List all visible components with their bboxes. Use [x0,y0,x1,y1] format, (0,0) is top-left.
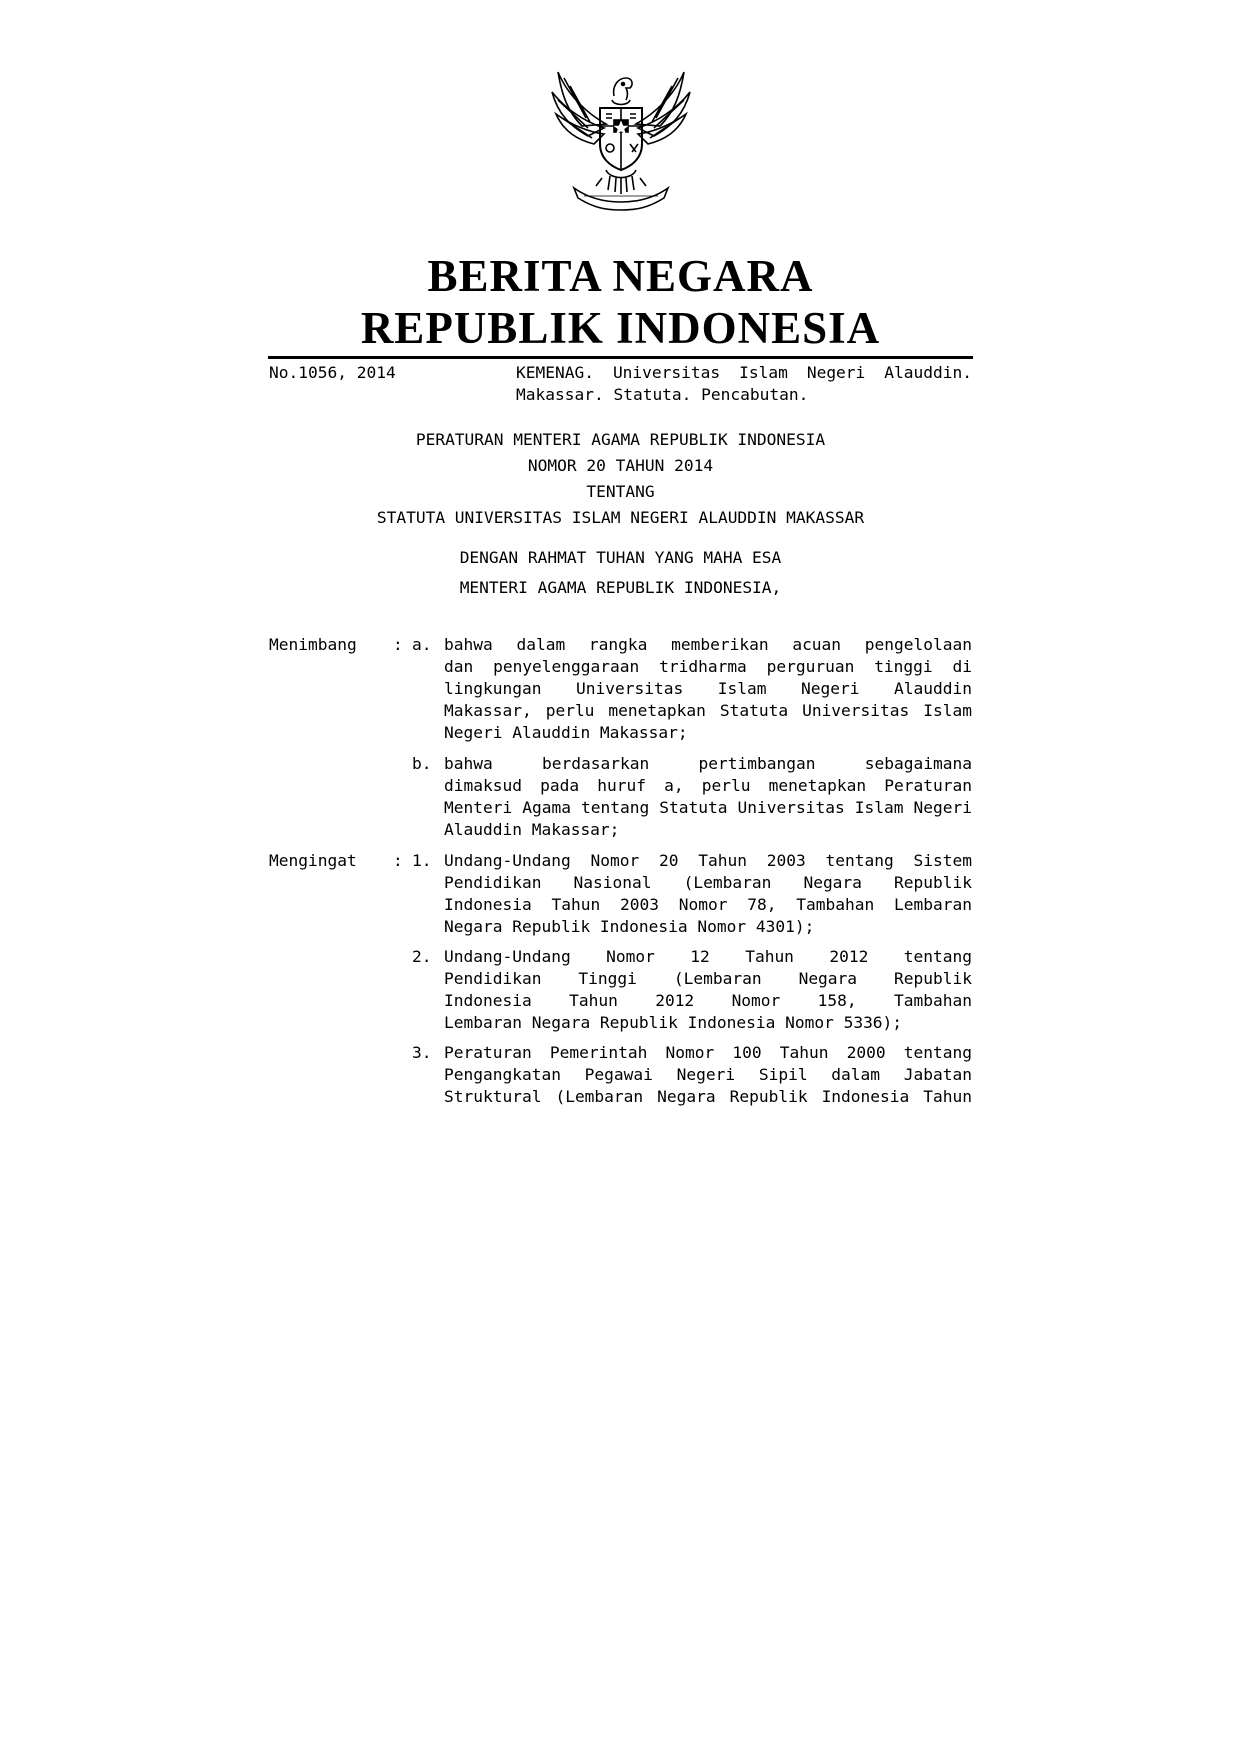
mengingat-item-3 [444,1042,972,1108]
mengingat-item-1 [444,850,972,938]
menimbang-item-a [444,634,972,744]
item-line: Pengangkatan Pegawai Negeri Sipil dalam Jabatan [444,1065,972,1084]
gazette-description [516,362,972,406]
item-line: Pendidikan Nasional (Lembaran Negara Republik [444,873,972,892]
item-marker: b. [412,754,432,773]
item-line: Indonesia Tahun 2003 Nomor 78, Tambahan Lembaran [444,895,972,914]
item-line: dan penyelenggaraan tridharma perguruan tinggi di [444,657,972,676]
item-line: Negara Republik Indonesia Nomor 4301); [444,917,815,936]
gazette-number: No.1056, 2014 [269,363,396,382]
item-line: Struktural (Lembaran Negara Republik Indonesia Tahun [444,1087,972,1106]
regulation-title-line: PERATURAN MENTERI AGAMA REPUBLIK INDONESIA [415,430,826,449]
item-marker: a. [412,635,432,654]
item-line: dimaksud pada huruf a, perlu menetapkan Peraturan [444,776,972,795]
regulation-title-line: NOMOR 20 TAHUN 2014 [527,456,714,475]
mengingat-label: Mengingat [269,851,357,870]
gazette-description-line: Makassar. Statuta. Pencabutan. [516,385,809,404]
mengingat-colon: : [393,851,403,870]
menimbang-label: Menimbang [269,635,357,654]
item-marker: 3. [412,1043,432,1062]
item-line: lingkungan Universitas Islam Negeri Alauddin [444,679,972,698]
gazette-description-line: KEMENAG. Universitas Islam Negeri Alauddin. [516,363,972,382]
item-line: Indonesia Tahun 2012 Nomor 158, Tambahan [444,991,972,1010]
menimbang-colon: : [393,635,403,654]
garuda-emblem-icon [548,66,694,216]
item-line: bahwa dalam rangka memberikan acuan pengelolaan [444,635,972,654]
item-line: Undang-Undang Nomor 20 Tahun 2003 tentang Sistem [444,851,972,870]
menimbang-item-b [444,753,972,841]
regulation-title [268,427,973,531]
item-line: Negeri Alauddin Makassar; [444,723,688,742]
item-line: Menteri Agama tentang Statuta Universitas Islam Negeri [444,798,972,817]
masthead-divider [268,356,973,359]
gazette-title-line-1: BERITA NEGARA [427,251,814,301]
item-line: bahwa berdasarkan pertimbangan sebagaimana [444,754,972,773]
item-line: Pendidikan Tinggi (Lembaran Negara Republik [444,969,972,988]
preamble-line: DENGAN RAHMAT TUHAN YANG MAHA ESA [459,548,782,567]
item-line: Makassar, perlu menetapkan Statuta Universitas Islam [444,701,972,720]
item-line: Undang-Undang Nomor 12 Tahun 2012 tentang [444,947,972,966]
item-line: Alauddin Makassar; [444,820,620,839]
preamble-line: MENTERI AGAMA REPUBLIK INDONESIA, [459,578,782,597]
gazette-title-line-2: REPUBLIK INDONESIA [360,303,881,353]
item-line: Peraturan Pemerintah Nomor 100 Tahun 2000 tentang [444,1043,972,1062]
item-marker: 2. [412,947,432,966]
regulation-title-line: STATUTA UNIVERSITAS ISLAM NEGERI ALAUDDIN MAKASSAR [376,508,865,527]
item-line: Lembaran Negara Republik Indonesia Nomor 5336); [444,1013,903,1032]
regulation-title-line: TENTANG [586,482,655,501]
item-marker: 1. [412,851,432,870]
mengingat-item-2 [444,946,972,1034]
